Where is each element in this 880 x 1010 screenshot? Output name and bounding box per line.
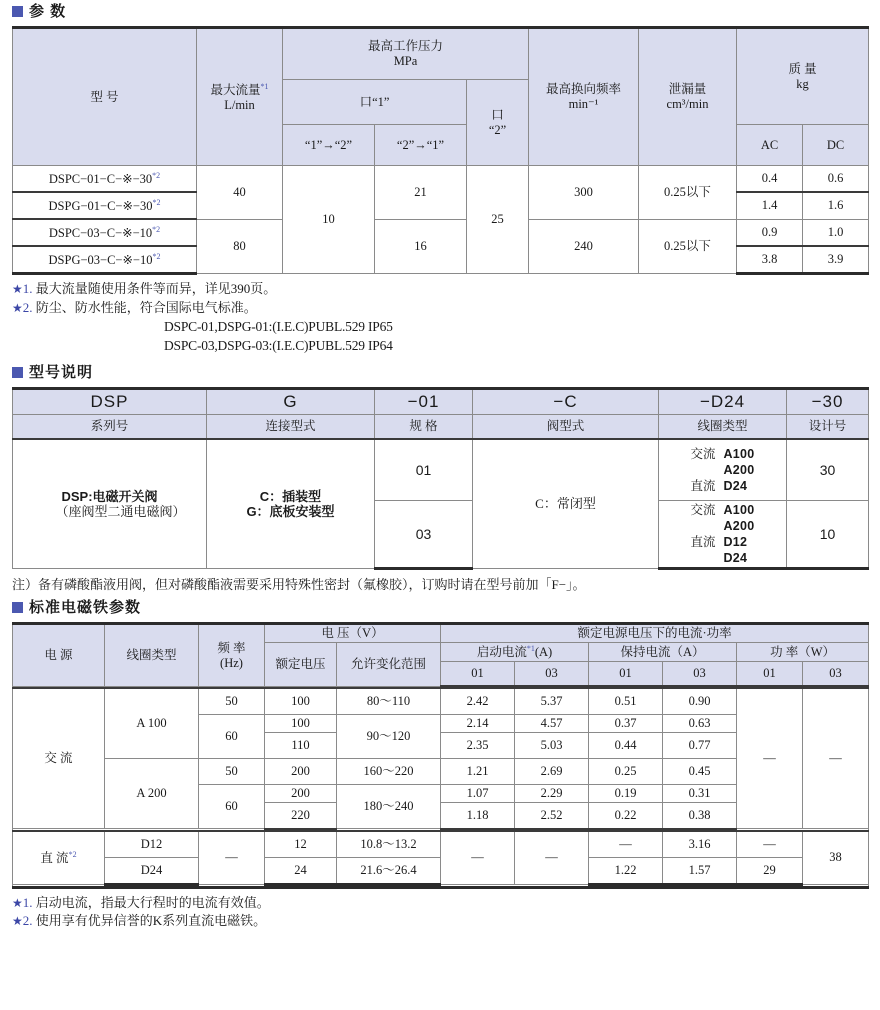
cell-coil-a100: A 100 — [105, 688, 199, 758]
cell-start-03: 2.29 — [515, 784, 589, 802]
cell-start-03: 5.03 — [515, 732, 589, 758]
star-icon: ★ — [12, 895, 23, 910]
cell-series-desc — [13, 439, 207, 569]
code-d24: −D24 — [659, 389, 787, 415]
cell-model: $DSPG-03-C-※-10^{*2}$ — [13, 246, 197, 274]
th-port1: 口“1” — [283, 80, 467, 125]
th-power-01: 01 — [737, 662, 803, 687]
th-max-flow: 最大流量$^{*1}$ L/min — [197, 28, 283, 166]
code-g: G — [207, 389, 375, 415]
cell-hold-03: 0.38 — [663, 802, 737, 829]
label-series: 系列号 — [13, 415, 207, 439]
cell-start-01: — — [441, 831, 515, 885]
cell-mass-dc: 0.6 — [803, 166, 869, 193]
cell-range: 80〜110 — [337, 688, 441, 715]
cell-rated: 100 — [265, 688, 337, 715]
cell-port2: 25 — [467, 166, 529, 274]
cell-leakage: 0.25以下 — [639, 166, 737, 220]
footnote-2: ★2. 使用享有优异信誉的K系列直流电磁铁。 — [12, 913, 267, 929]
table-row — [13, 831, 869, 858]
cell-hold-01: 0.25 — [589, 758, 663, 784]
cell-mass-ac: 1.4 — [737, 192, 803, 219]
th-current-power: 额定电源电压下的电流·功率 — [441, 624, 869, 643]
conn-line-1: C：插装型 — [259, 488, 322, 504]
cell-ac-label: 交 流 — [13, 688, 105, 829]
cell-start-03: 5.37 — [515, 688, 589, 715]
cell-range: 160〜220 — [337, 758, 441, 784]
cell-max-flow: 80 — [197, 219, 283, 274]
th-hold-03: 03 — [663, 662, 737, 687]
footnote-1: ★1. 启动电流，指最大行程时的电流有效值。 — [12, 894, 270, 910]
cell-hold-01: — — [589, 831, 663, 858]
cell-connection-desc — [207, 439, 375, 569]
cell-power-01: — — [737, 831, 803, 858]
model-code-table — [12, 387, 869, 570]
th-voltage: 电 压（V） — [265, 624, 441, 643]
cell-freq: — — [199, 831, 265, 885]
cell-ac-power-01: — — [737, 688, 803, 829]
th-leakage: 泄漏量 cm³/min — [639, 28, 737, 166]
cell-start-03: — — [515, 831, 589, 885]
cell-hold-01: 0.44 — [589, 732, 663, 758]
th-model: 型 号 — [13, 28, 197, 166]
cell-range: 90〜120 — [337, 715, 441, 759]
cell-mass-dc: 1.6 — [803, 192, 869, 219]
cell-hold-03: 3.16 — [663, 831, 737, 858]
cell-freq: 60 — [199, 715, 265, 759]
th-port2: 口 “2” — [467, 80, 529, 166]
cell-hold-03: 0.31 — [663, 784, 737, 802]
cell-rated: 24 — [265, 857, 337, 884]
cell-model: $DSPG-01-C-※-30^{*2}$ — [13, 192, 197, 219]
cell-max-freq: 240 — [529, 219, 639, 274]
code-30: −30 — [787, 389, 869, 415]
th-rated-voltage: 额定电压 — [265, 643, 337, 686]
th-hold-current: 保持电流（A） — [589, 643, 737, 662]
cell-dc-label: 直 流$^{*2}$ — [13, 831, 105, 885]
cell-leakage: 0.25以下 — [639, 219, 737, 274]
cell-start-01: 1.18 — [441, 802, 515, 829]
cell-start-01: 1.07 — [441, 784, 515, 802]
cell-model: $DSPC-01-C-※-30^{*2}$ — [13, 166, 197, 193]
th-mass-ac: AC — [737, 125, 803, 166]
series-line-1: DSP:电磁开关阀 — [61, 488, 158, 504]
th-power-03: 03 — [803, 662, 869, 687]
cell-size-03: 03 — [375, 500, 473, 568]
parameters-table — [12, 26, 869, 275]
cell-range: 10.8〜13.2 — [337, 831, 441, 858]
cell-mass-ac: 0.9 — [737, 219, 803, 246]
th-start-03: 03 — [515, 662, 589, 687]
cell-mass-dc: 1.0 — [803, 219, 869, 246]
table-row — [13, 166, 869, 193]
solenoid-footnotes — [12, 894, 868, 932]
cell-range: 180〜240 — [337, 784, 441, 828]
cell-hold-01: 0.19 — [589, 784, 663, 802]
th-power: 功 率（W） — [737, 643, 869, 662]
cell-start-03: 2.69 — [515, 758, 589, 784]
code-01: −01 — [375, 389, 473, 415]
cell-range: 21.6〜26.4 — [337, 857, 441, 884]
cell-dir-1to2: 10 — [283, 166, 375, 274]
th-mass: 质 量 kg — [737, 28, 869, 125]
star-icon: ★ — [12, 300, 23, 315]
cell-start-01: 2.42 — [441, 688, 515, 715]
section-heading-parameters — [12, 0, 868, 22]
cell-rated: 12 — [265, 831, 337, 858]
section-title-parameters: 参 数 — [29, 2, 67, 20]
cell-start-03: 2.52 — [515, 802, 589, 829]
cell-hold-03: 1.57 — [663, 857, 737, 884]
model-code-row — [13, 389, 869, 415]
th-coil-type: 线圈类型 — [105, 624, 199, 686]
cell-dir-2to1: 21 — [375, 166, 467, 220]
model-body-row-top — [13, 439, 869, 501]
cell-hold-01: 1.22 — [589, 857, 663, 884]
ip-rating-line-03: DSPC-03,DSPG-03:(I.E.C)PUBL.529 IP64 — [164, 337, 393, 353]
cell-coil-bottom: 交流 A100 A200 直流 D12 D24 — [659, 500, 787, 568]
cell-freq: 50 — [199, 688, 265, 715]
cell-power-01: 29 — [737, 857, 803, 884]
table-row — [13, 219, 869, 246]
cell-design-30: 30 — [787, 439, 869, 501]
square-bullet-icon — [12, 367, 23, 378]
th-start-current: 启动电流$^{*1}$(A) — [441, 643, 589, 662]
label-coil-type: 线圈类型 — [659, 415, 787, 439]
cell-hold-03: 0.77 — [663, 732, 737, 758]
cell-mass-dc: 3.9 — [803, 246, 869, 274]
footnote-mark: *2 — [68, 849, 77, 859]
footnote-mark: *1 — [260, 81, 269, 91]
code-c: −C — [473, 389, 659, 415]
cell-max-freq: 300 — [529, 166, 639, 220]
model-table-note: 注）备有磷酸酯液用阀，但对磷酸酯液需要采用特殊性密封（氟橡胶），订购时请在型号前加「F−」。 — [12, 576, 586, 592]
table-row — [13, 688, 869, 715]
square-bullet-icon — [12, 6, 23, 17]
cell-mass-ac: 0.4 — [737, 166, 803, 193]
cell-model: $DSPC-03-C-※-10^{*2}$ — [13, 219, 197, 246]
cell-ac-power-03: — — [803, 688, 869, 829]
cell-rated: 110 — [265, 732, 337, 758]
cell-dc-power-03: 38 — [803, 831, 869, 885]
th-max-frequency: 最高换向频率 min⁻¹ — [529, 28, 639, 166]
footnote-2: ★2. 防尘、防水性能，符合国际电气标准。 — [12, 299, 257, 315]
cell-freq: 50 — [199, 758, 265, 784]
label-design: 设计号 — [787, 415, 869, 439]
cell-freq: 60 — [199, 784, 265, 828]
footnote-mark: *1 — [526, 644, 535, 654]
cell-start-03: 4.57 — [515, 715, 589, 733]
cell-coil-d24: D24 — [105, 857, 199, 884]
cell-size-01: 01 — [375, 439, 473, 501]
th-hold-01: 01 — [589, 662, 663, 687]
cell-coil-top: 交流 A100 A200 直流 D24 — [659, 439, 787, 501]
footnote-1: ★1. 最大流量随使用条件等而异，详见390页。 — [12, 281, 277, 296]
star-icon: ★ — [12, 914, 23, 929]
th-port1-dir-1to2: “1”→“2” — [283, 125, 375, 166]
th-max-pressure: 最高工作压力 MPa — [283, 28, 529, 80]
solenoid-table — [12, 622, 869, 888]
cell-start-01: 2.35 — [441, 732, 515, 758]
cell-start-01: 2.14 — [441, 715, 515, 733]
cell-rated: 200 — [265, 758, 337, 784]
star-icon: ★ — [12, 282, 23, 296]
section-title-solenoid: 标准电磁铁参数 — [29, 598, 142, 616]
section-title-model-code: 型号说明 — [29, 363, 94, 381]
cell-hold-01: 0.51 — [589, 688, 663, 715]
label-size: 规 格 — [375, 415, 473, 439]
conn-line-2: G：底板安装型 — [246, 503, 335, 519]
code-dsp: DSP — [13, 389, 207, 415]
cell-hold-03: 0.63 — [663, 715, 737, 733]
cell-hold-03: 0.90 — [663, 688, 737, 715]
cell-dir-2to1: 16 — [375, 219, 467, 274]
square-bullet-icon — [12, 602, 23, 613]
series-line-2: （座阀型二通电磁阀） — [55, 503, 186, 519]
section-heading-model-code — [12, 361, 868, 383]
cell-design-10: 10 — [787, 500, 869, 568]
cell-max-flow: 40 — [197, 166, 283, 220]
label-connection: 连接型式 — [207, 415, 375, 439]
th-power-source: 电 源 — [13, 624, 105, 686]
cell-hold-01: 0.22 — [589, 802, 663, 829]
th-frequency: 频 率 (Hz) — [199, 624, 265, 686]
th-allow-range: 允许变化范围 — [337, 643, 441, 686]
th-port1-dir-2to1: “2”→“1” — [375, 125, 467, 166]
cell-hold-01: 0.37 — [589, 715, 663, 733]
cell-rated: 200 — [265, 784, 337, 802]
cell-start-01: 1.21 — [441, 758, 515, 784]
cell-coil-a200: A 200 — [105, 758, 199, 828]
cell-mass-ac: 3.8 — [737, 246, 803, 274]
th-start-01: 01 — [441, 662, 515, 687]
parameters-footnotes — [12, 280, 868, 355]
cell-rated: 100 — [265, 715, 337, 733]
cell-coil-d12: D12 — [105, 831, 199, 858]
label-valve-type: 阀型式 — [473, 415, 659, 439]
model-label-row — [13, 415, 869, 439]
cell-rated: 220 — [265, 802, 337, 829]
cell-valve-type: C：常闭型 — [473, 439, 659, 569]
section-heading-solenoid — [12, 596, 868, 618]
ip-rating-line-01: DSPC-01,DSPG-01:(I.E.C)PUBL.529 IP65 — [164, 318, 393, 334]
th-mass-dc: DC — [803, 125, 869, 166]
cell-hold-03: 0.45 — [663, 758, 737, 784]
